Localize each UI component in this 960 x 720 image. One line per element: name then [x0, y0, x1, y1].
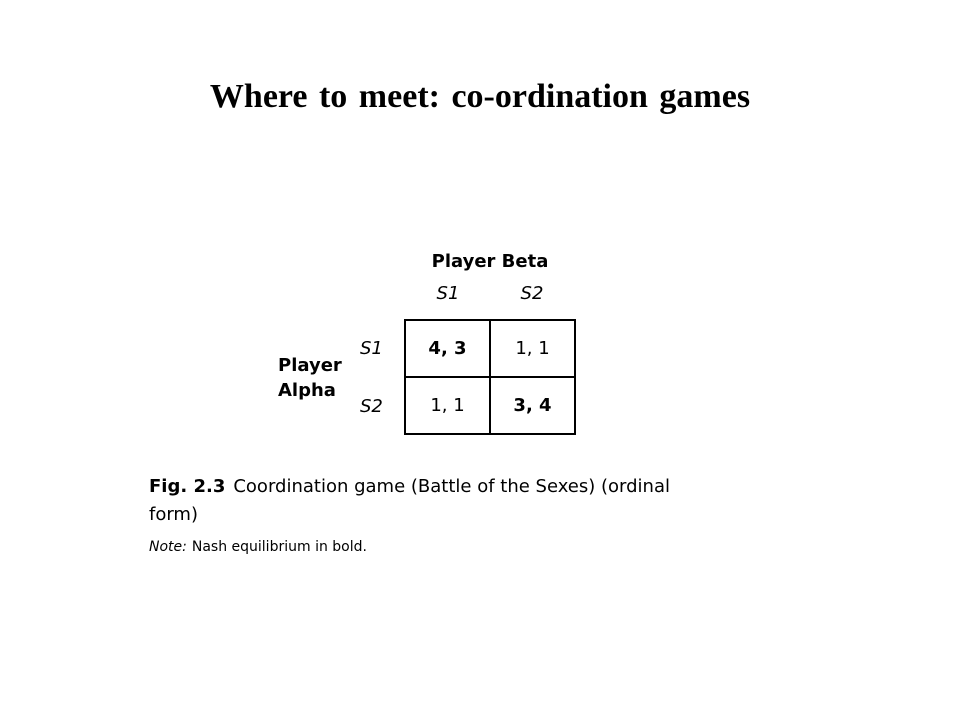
slide-title: Where to meet: co-ordination games — [209, 78, 751, 115]
payoff-cell-s2-s2: 3, 4 — [490, 377, 575, 434]
matrix-row-s2 — [405, 377, 575, 434]
figure-number: Fig. 2.3 — [149, 476, 226, 497]
column-strategy-s2: S2 — [520, 283, 544, 304]
row-player-label-line1: Player — [278, 355, 342, 376]
figure-caption — [149, 473, 709, 529]
payoff-cell-s2-s1: 1, 1 — [405, 377, 490, 434]
matrix-row-s1 — [405, 320, 575, 377]
figure-caption-text: Coordination game (Battle of the Sexes) (ordinal form) — [149, 476, 670, 525]
row-player-label-line2: Alpha — [278, 380, 336, 401]
figure-note — [149, 539, 709, 555]
row-strategy-s1: S1 — [360, 338, 383, 359]
payoff-cell-s1-s2: 1, 1 — [490, 320, 575, 377]
row-player-label — [278, 353, 350, 403]
note-text: Nash equilibrium in bold. — [191, 539, 367, 555]
payoff-matrix — [404, 319, 576, 435]
note-label: Note: — [149, 539, 187, 555]
payoff-cell-s1-s1: 4, 3 — [405, 320, 490, 377]
column-player-label: Player Beta — [431, 251, 549, 272]
column-strategy-s1: S1 — [436, 283, 460, 304]
row-strategy-s2: S2 — [360, 396, 383, 417]
